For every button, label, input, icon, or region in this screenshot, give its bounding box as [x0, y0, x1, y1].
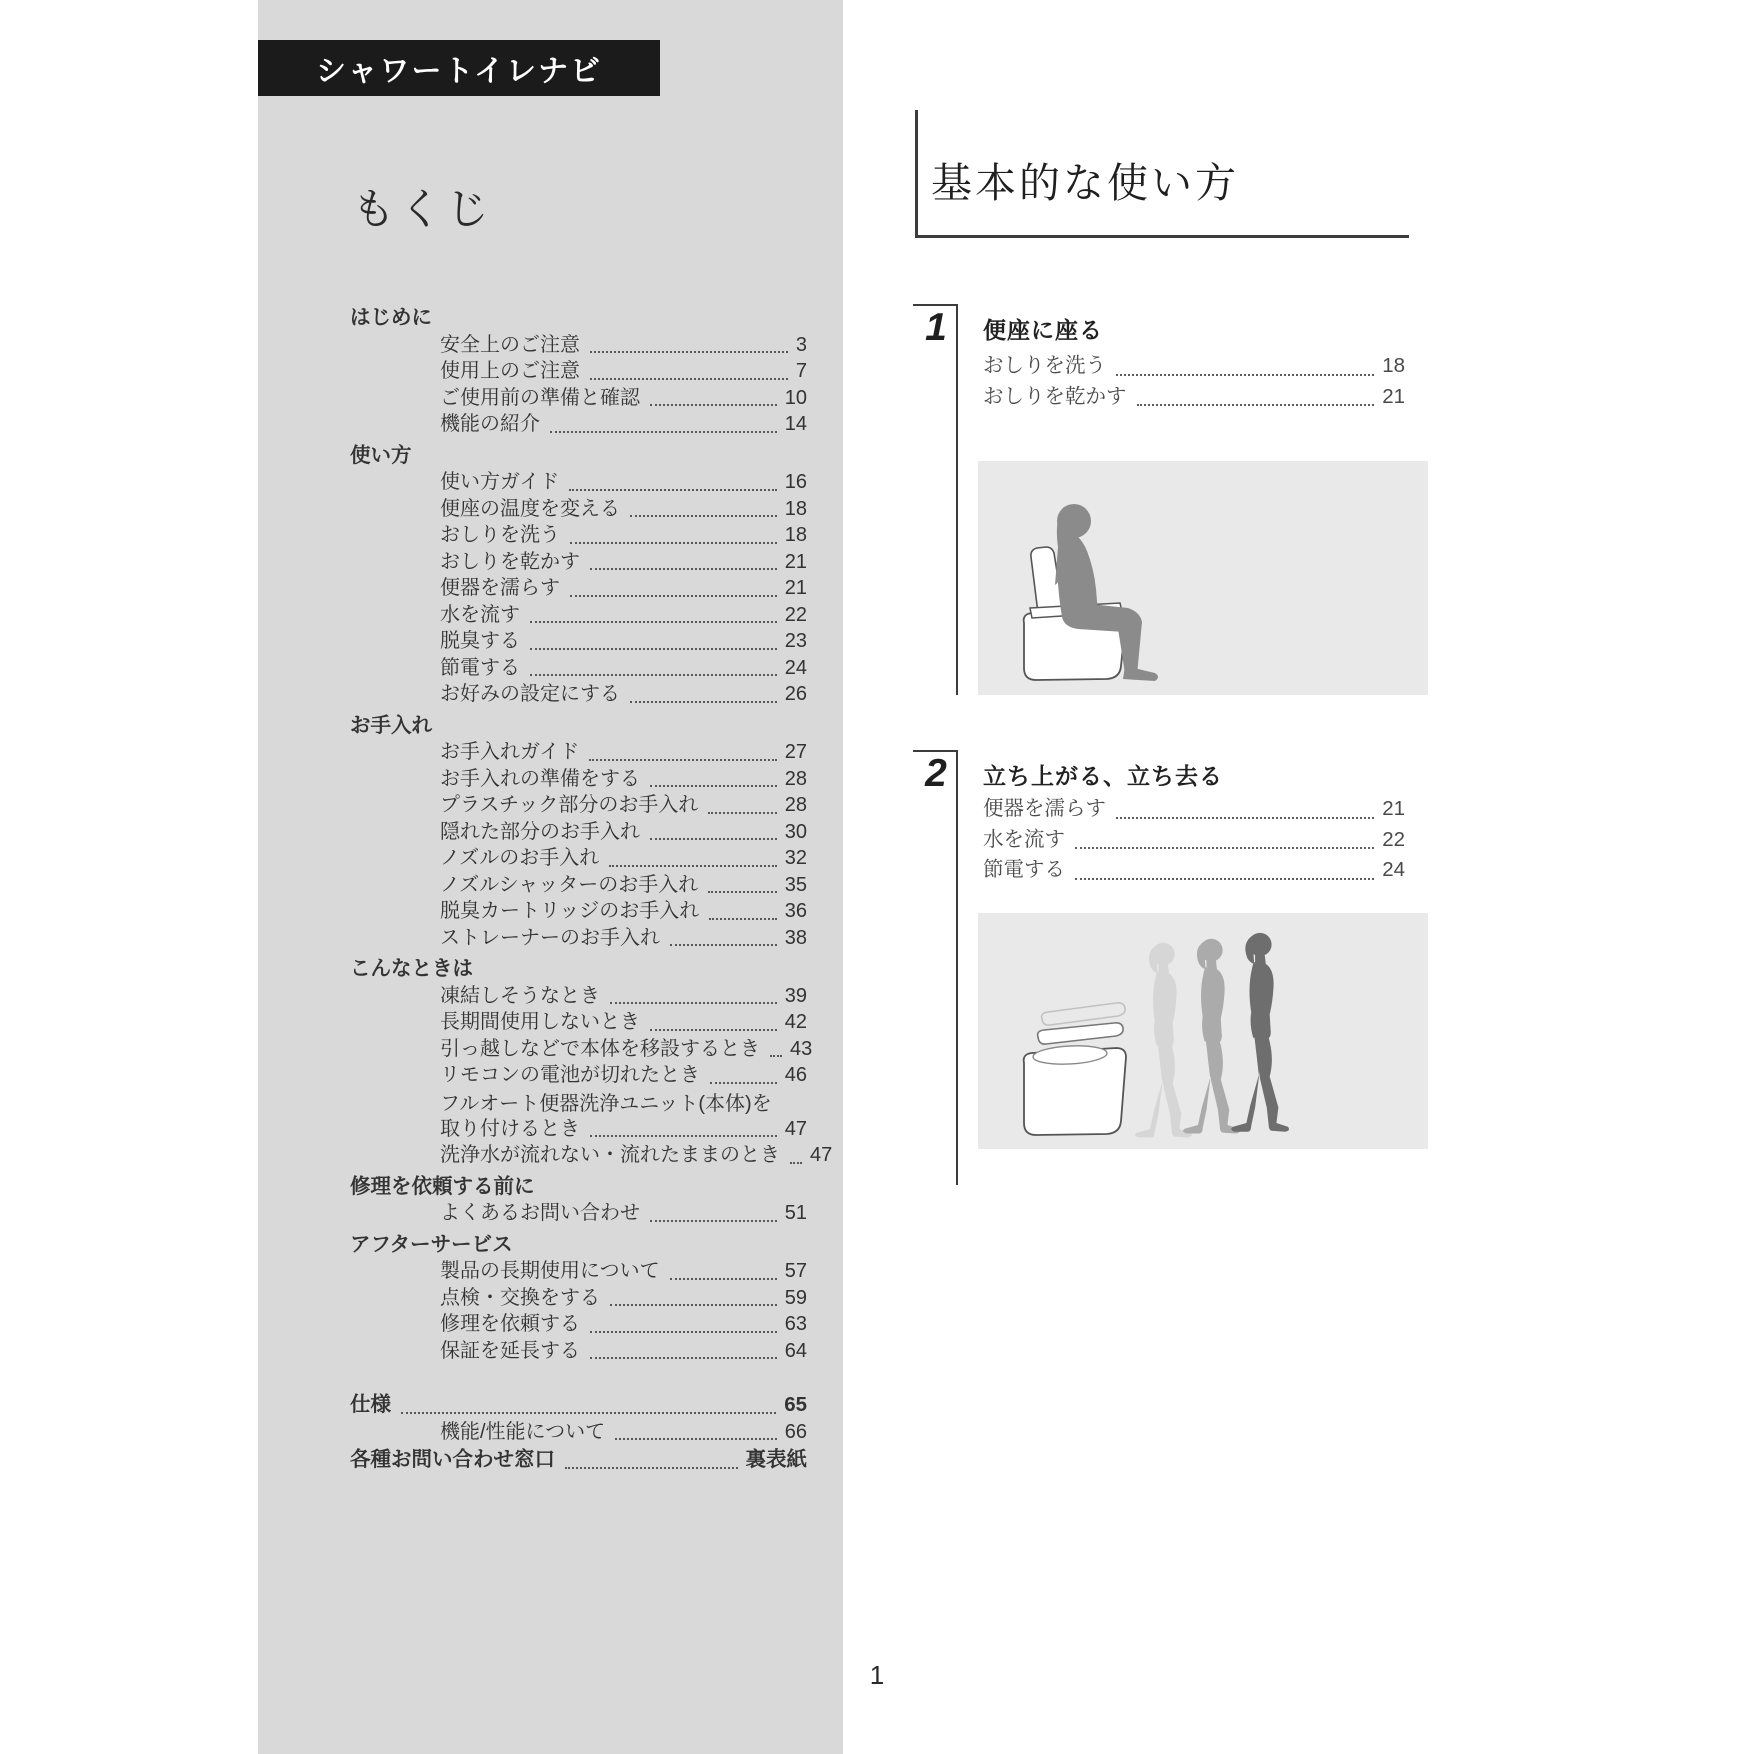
dotted-leader [670, 1278, 777, 1280]
dotted-leader [569, 489, 776, 491]
toc-entry-label: 節電する [440, 656, 520, 679]
step1-number: 1 [925, 306, 947, 349]
toc-entry-page: 7 [795, 360, 807, 382]
toc-entry-label: フルオート便器洗浄ユニット(本体)を [440, 1092, 772, 1115]
dotted-leader [710, 1082, 777, 1084]
toc-entry [350, 575, 807, 602]
toc-entry-page: 64 [784, 1339, 807, 1362]
toc-entry-page: 21 [784, 550, 807, 573]
toc-entry [350, 872, 807, 899]
toilet-lid-closing [1038, 1023, 1124, 1044]
toc-entry [350, 655, 807, 682]
dotted-leader [610, 1304, 777, 1306]
dotted-leader [670, 944, 777, 946]
dotted-leader [550, 431, 777, 433]
dotted-leader [590, 1331, 777, 1333]
dotted-leader [530, 648, 777, 650]
toc-entry-label: 機能の紹介 [440, 413, 540, 435]
dotted-leader [590, 1135, 777, 1137]
toc-column [258, 0, 843, 1754]
dotted-leader [650, 785, 777, 787]
toc-entry [350, 1285, 807, 1312]
dotted-leader [615, 1438, 777, 1440]
toc-entry-page: 59 [784, 1286, 807, 1309]
dotted-leader [609, 865, 777, 867]
toc-entry-label: 水を流す [440, 603, 520, 626]
dotted-leader [1137, 404, 1375, 406]
toc-entry-page: 23 [784, 630, 807, 652]
dotted-leader [570, 595, 777, 597]
dotted-leader [589, 759, 776, 761]
toc-entry-label: 修理を依頼する前に [350, 1174, 535, 1198]
dotted-leader [565, 1467, 738, 1469]
toc-entry [350, 819, 807, 846]
toc-entry-label: 隠れた部分のお手入れ [440, 820, 640, 843]
toc-entry-label: 製品の長期使用について [440, 1260, 660, 1282]
step-entry-page: 24 [1382, 858, 1405, 881]
toc-entry [350, 522, 807, 549]
step1-items [983, 351, 1405, 412]
toc-entry-label: 凍結しそうなとき [440, 984, 600, 1007]
step-entry [983, 382, 1405, 413]
toc-entry [350, 358, 807, 385]
toc-entry [350, 385, 807, 412]
toc-entry-page: 66 [784, 1420, 807, 1443]
toc-entry-page: 18 [784, 497, 807, 520]
toc-entry-label: 仕様 [350, 1393, 391, 1416]
toc-entry [350, 469, 807, 496]
toc-entry-label: 脱臭する [440, 630, 520, 652]
toc-entry-page: 3 [795, 333, 807, 356]
toc-entry-label: お手入れガイド [440, 741, 580, 763]
toc-entry-label: 引っ越しなどで本体を移設するとき [440, 1037, 760, 1060]
toc-entry-page: 47 [810, 1144, 833, 1166]
toc-entry-label: 機能/性能について [440, 1420, 606, 1443]
step2-marker-vline [956, 750, 958, 1185]
toc-entry-label: アフターサービス [350, 1232, 513, 1256]
toc-entry-label: お手入れ [350, 713, 432, 737]
toc-entry-page: 22 [784, 603, 807, 626]
dotted-leader [708, 812, 776, 814]
step-entry-label: おしりを乾かす [983, 384, 1127, 408]
toc-list [350, 300, 833, 1474]
toc-entry [350, 845, 807, 872]
toc-entry-page: 39 [784, 984, 807, 1007]
page-title: もくじ [352, 186, 493, 234]
step-entry-page: 18 [1382, 354, 1405, 377]
dotted-leader [1075, 878, 1374, 880]
step-entry [983, 825, 1405, 856]
dotted-leader [770, 1055, 782, 1057]
toc-entry [350, 1142, 833, 1169]
toilet-lid-motion-ghost [1042, 1003, 1126, 1025]
header-badge-label: シャワートイレナビ [316, 55, 602, 88]
toc-entry [350, 1009, 807, 1036]
toc-entry-label: お好みの設定にする [440, 683, 620, 705]
toc-entry [350, 411, 807, 438]
dotted-leader [570, 542, 777, 544]
step-entry [983, 855, 1405, 886]
step1-title: 便座に座る [983, 317, 1103, 343]
toc-entry [350, 766, 807, 793]
toc-entry-label: ノズルシャッターのお手入れ [440, 873, 699, 896]
toc-entry-label: 保証を延長する [440, 1339, 580, 1362]
toc-entry-label: ノズルのお手入れ [440, 847, 600, 869]
person-sitting-on-toilet-illustration [978, 461, 1428, 695]
toc-entry-page: 63 [784, 1313, 807, 1335]
toc-entry-page: 26 [784, 683, 807, 705]
toc-entry-page: 57 [784, 1260, 807, 1282]
toc-section-header [350, 443, 807, 470]
toc-entry [350, 1311, 807, 1338]
toc-entry [350, 1036, 813, 1063]
toc-entry-label: 長期間使用しないとき [440, 1011, 640, 1033]
section-title-rule-horizontal [915, 235, 1409, 238]
toc-entry [350, 1092, 807, 1116]
toc-section-header [350, 713, 807, 740]
toc-entry [350, 925, 807, 952]
dotted-leader [650, 404, 777, 406]
dotted-leader [401, 1412, 776, 1414]
toc-entry-label: こんなときは [350, 957, 473, 980]
toc-entry-page: 裏表紙 [745, 1448, 807, 1471]
toc-entry-label: 便座の温度を変える [440, 497, 620, 520]
dotted-leader [590, 351, 788, 353]
dotted-leader [650, 1220, 777, 1222]
illustration-walking-away [978, 913, 1428, 1149]
step-entry-page: 21 [1382, 797, 1405, 820]
dotted-leader [530, 621, 777, 623]
toc-spacer [350, 1364, 807, 1390]
toc-entry-label: リモコンの電池が切れたとき [440, 1064, 700, 1086]
toc-entry-page: 35 [784, 873, 807, 896]
toc-entry-label: 修理を依頼する [440, 1313, 580, 1335]
toc-entry-page: 43 [790, 1037, 813, 1060]
toc-entry-page: 47 [784, 1117, 807, 1140]
toc-entry-page: 42 [784, 1011, 807, 1033]
step-entry-label: 水を流す [983, 827, 1065, 851]
section-title-rule-vertical [915, 110, 918, 236]
toc-section-header [350, 305, 807, 332]
dotted-leader [709, 918, 777, 920]
toc-entry-label: 使用上のご注意 [440, 360, 580, 382]
toc-entry-label: お手入れの準備をする [440, 767, 640, 790]
toc-entry-label: おしりを乾かす [440, 550, 580, 573]
toc-entry-page: 38 [784, 926, 807, 949]
step-entry-label: おしりを洗う [983, 354, 1106, 377]
dotted-leader [590, 568, 777, 570]
toc-entry-label: 取り付けるとき [440, 1117, 580, 1140]
toc-entry [350, 628, 807, 655]
toc-entry [350, 1116, 807, 1143]
toc-entry-page: 51 [784, 1202, 807, 1224]
step-entry [983, 351, 1405, 382]
toc-entry [350, 983, 807, 1010]
step2-items [983, 794, 1405, 886]
dotted-leader [610, 1002, 777, 1004]
step-entry [983, 794, 1405, 825]
toc-entry-page: 32 [784, 847, 807, 869]
step-entry-label: 便器を濡らす [983, 797, 1106, 820]
toc-entry-label: プラスチック部分のお手入れ [440, 794, 699, 816]
toc-entry-page: 65 [784, 1393, 807, 1416]
toc-entry-page: 46 [784, 1064, 807, 1086]
step-entry-label: 節電する [983, 858, 1065, 881]
dotted-leader [530, 674, 777, 676]
dotted-leader [708, 891, 776, 893]
step2-title: 立ち上がる、立ち去る [983, 763, 1223, 789]
toc-section-header [350, 956, 807, 983]
toc-entry-label: おしりを洗う [440, 524, 560, 546]
toc-entry-label: ストレーナーのお手入れ [440, 926, 660, 949]
toc-entry [350, 1338, 807, 1365]
toc-entry-page: 24 [784, 656, 807, 679]
step-entry-page: 21 [1382, 384, 1405, 408]
toc-entry-label: 使い方ガイド [440, 471, 560, 493]
section-title: 基本的な使い方 [931, 160, 1239, 206]
toc-entry [350, 1258, 807, 1285]
dotted-leader [590, 378, 788, 380]
toc-entry-page: 10 [784, 386, 807, 409]
toc-entry-page: 16 [784, 471, 807, 493]
toc-entry-page: 18 [784, 524, 807, 546]
dotted-leader [630, 701, 777, 703]
step1-marker-vline [956, 304, 958, 695]
dotted-leader [790, 1162, 802, 1164]
toc-entry-label: 使い方 [350, 443, 412, 467]
toc-entry-label: 洗浄水が流れない・流れたままのとき [440, 1144, 780, 1166]
toc-entry [350, 1200, 807, 1227]
step2-number: 2 [925, 752, 947, 795]
dotted-leader [650, 1029, 777, 1031]
toc-entry-label: 安全上のご注意 [440, 333, 580, 356]
toc-entry [350, 549, 807, 576]
dotted-leader [1075, 847, 1374, 849]
toc-entry [350, 496, 807, 523]
header-badge [258, 40, 660, 96]
toc-entry-page: 27 [784, 741, 807, 763]
toc-entry-page: 21 [784, 577, 807, 599]
toc-entry [350, 332, 807, 359]
toc-entry-label: 便器を濡らす [440, 577, 560, 599]
step-entry-page: 22 [1382, 827, 1405, 851]
toc-entry [350, 898, 807, 925]
toc-entry-page: 28 [784, 794, 807, 816]
toc-entry [350, 602, 807, 629]
dotted-leader [630, 515, 777, 517]
toc-entry [350, 1062, 807, 1089]
toc-entry [350, 739, 807, 766]
person-walking-away-illustration [978, 913, 1428, 1149]
toc-entry-label: よくあるお問い合わせ [440, 1202, 640, 1224]
toc-section-header [350, 1232, 807, 1259]
toc-section-header [350, 1174, 807, 1201]
dotted-leader [1116, 817, 1374, 819]
toc-entry-label: 各種お問い合わせ窓口 [350, 1448, 555, 1471]
toc-entry-page: 36 [784, 900, 807, 922]
toc-entry-page: 30 [784, 820, 807, 843]
footer-page-number: 1 [869, 1660, 885, 1690]
dotted-leader [590, 1357, 777, 1359]
toc-entry-label: 点検・交換をする [440, 1286, 600, 1309]
toc-entry-label: ご使用前の準備と確認 [440, 386, 640, 409]
dotted-leader [650, 838, 777, 840]
dotted-leader [1116, 374, 1374, 376]
illustration-sitting [978, 461, 1428, 695]
toc-entry [350, 1392, 807, 1419]
toc-entry-page: 28 [784, 767, 807, 790]
toc-entry [350, 1419, 807, 1446]
toc-entry [350, 1447, 807, 1474]
toc-entry-page: 14 [784, 413, 807, 435]
toc-entry-label: はじめに [350, 306, 432, 329]
toc-entry [350, 792, 807, 819]
toc-entry [350, 681, 807, 708]
toc-entry-label: 脱臭カートリッジのお手入れ [440, 900, 700, 922]
